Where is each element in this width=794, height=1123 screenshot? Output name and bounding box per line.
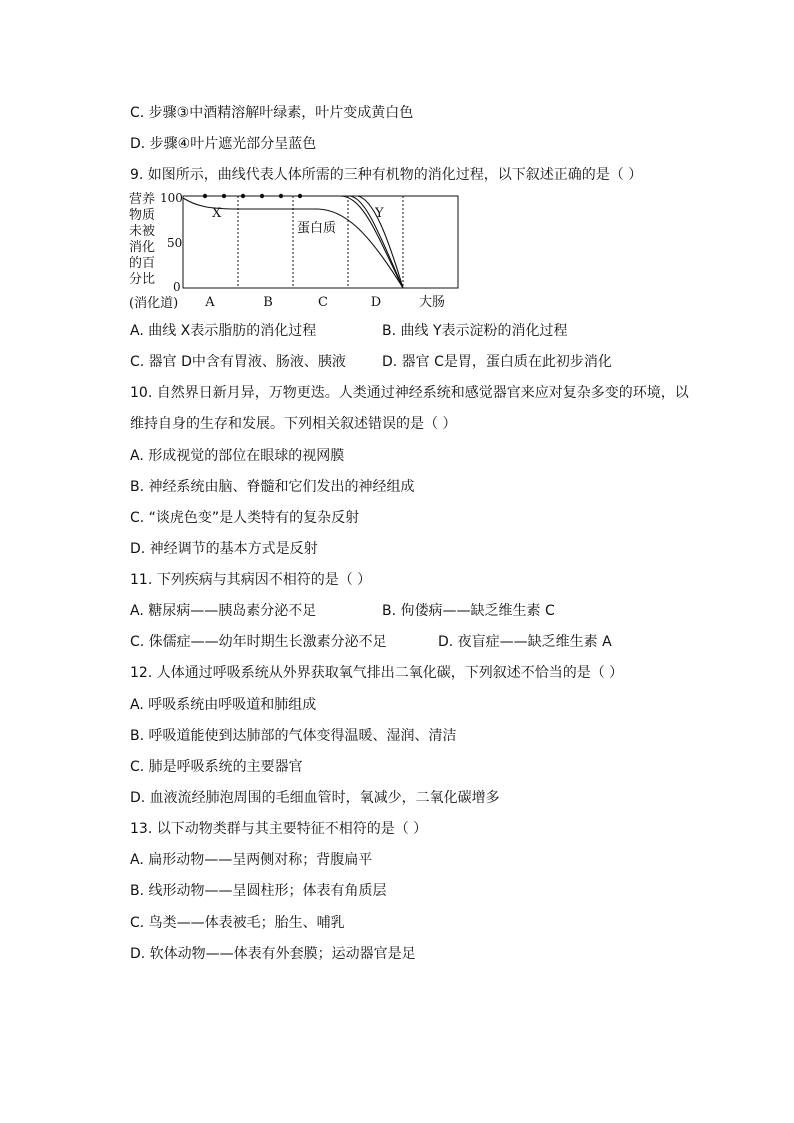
q9-option-c: C. 器官 D中含有胃液、肠液、胰液 xyxy=(130,354,346,370)
organ-label-large-intestine: 大肠 xyxy=(418,295,446,310)
q11-option-d: D. 夜盲症——缺乏维生素 A xyxy=(438,634,612,650)
organ-label-d: D xyxy=(370,295,382,310)
q12-option-b: B. 呼吸道能使到达肺部的气体变得温暖、湿润、清洁 xyxy=(130,728,457,744)
q10-option-b: B. 神经系统由脑、脊髓和它们发出的神经组成 xyxy=(130,479,415,495)
q13-option-c: C. 鸟类——体表被毛；胎生、哺乳 xyxy=(130,915,345,931)
q12-option-d: D. 血液流经肺泡周围的毛细血管时，氧减少，二氧化碳增多 xyxy=(130,790,500,806)
q12-option-a: A. 呼吸系统由呼吸道和肺组成 xyxy=(130,697,317,713)
y-label-line: 的百 xyxy=(129,256,156,271)
q9-stem: 9. 如图所示，曲线代表人体所需的三种有机物的消化过程，以下叙述正确的是（ ） xyxy=(130,167,643,183)
y-tick-0: 0 xyxy=(173,280,181,294)
y-axis-label xyxy=(129,192,155,287)
curve-label-y: Y xyxy=(375,206,384,221)
q10-option-c: C. “谈虎色变”是人类特有的复杂反射 xyxy=(130,510,360,526)
q11-option-a: A. 糖尿病——胰岛素分泌不足 xyxy=(130,603,317,619)
q10-stem-line-1: 10. 自然界日新月异，万物更迭。人类通过神经系统和感觉器官来应对复杂多变的环境，以 xyxy=(130,385,689,401)
q10-stem-line-2: 维持自身的生存和发展。下列相关叙述错误的是（ ） xyxy=(130,416,457,432)
q9-digestion-figure xyxy=(128,188,468,313)
y-label-line: 物质 xyxy=(129,208,156,223)
curve-label-x: X xyxy=(212,206,222,221)
y-tick-100: 100 xyxy=(160,191,183,205)
q11-stem: 11. 下列疾病与其病因不相符的是（ ） xyxy=(130,572,372,588)
prev-option-c: C. 步骤③中酒精溶解叶绿素，叶片变成黄白色 xyxy=(130,105,414,121)
q13-option-a: A. 扁形动物——呈两侧对称；背腹扁平 xyxy=(130,852,373,868)
prev-option-d: D. 步骤④叶片遮光部分呈蓝色 xyxy=(130,136,317,152)
q9-option-a: A. 曲线 X表示脂肪的消化过程 xyxy=(130,323,317,339)
q12-stem: 12. 人体通过呼吸系统从外界获取氧气排出二氧化碳，下列叙述不恰当的是（ ） xyxy=(130,665,624,681)
q13-stem: 13. 以下动物类群与其主要特征不相符的是（ ） xyxy=(130,821,428,837)
plot-frame xyxy=(183,196,458,288)
x-axis-labels xyxy=(129,294,445,311)
y-tick-50: 50 xyxy=(167,236,183,250)
q13-option-b: B. 线形动物——呈圆柱形；体表有角质层 xyxy=(130,883,387,899)
y-label-line: 营养 xyxy=(129,192,156,207)
x-axis-title: (消化道) xyxy=(129,296,179,311)
organ-label-c: C xyxy=(318,295,328,310)
y-ticks xyxy=(160,191,183,294)
q10-option-a: A. 形成视觉的部位在眼球的视网膜 xyxy=(130,448,345,464)
q13-option-d: D. 软体动物——体表有外套膜；运动器官是足 xyxy=(130,946,416,962)
organ-label-b: B xyxy=(263,295,273,310)
q11-option-b: B. 佝偻病——缺乏维生素 C xyxy=(382,603,555,619)
organ-label-a: A xyxy=(205,295,215,310)
q11-option-c: C. 侏儒症——幼年时期生长激素分泌不足 xyxy=(130,634,387,650)
q9-option-d: D. 器官 C是胃，蛋白质在此初步消化 xyxy=(382,354,612,370)
q10-option-d: D. 神经调节的基本方式是反射 xyxy=(130,541,318,557)
y-label-line: 分比 xyxy=(129,272,156,287)
y-label-line: 消化 xyxy=(129,240,156,255)
q9-option-b: B. 曲线 Y表示淀粉的消化过程 xyxy=(382,323,568,339)
curve-label-protein: 蛋白质 xyxy=(297,221,337,236)
y-label-line: 未被 xyxy=(129,224,156,239)
q12-option-c: C. 肺是呼吸系统的主要器官 xyxy=(130,759,303,775)
